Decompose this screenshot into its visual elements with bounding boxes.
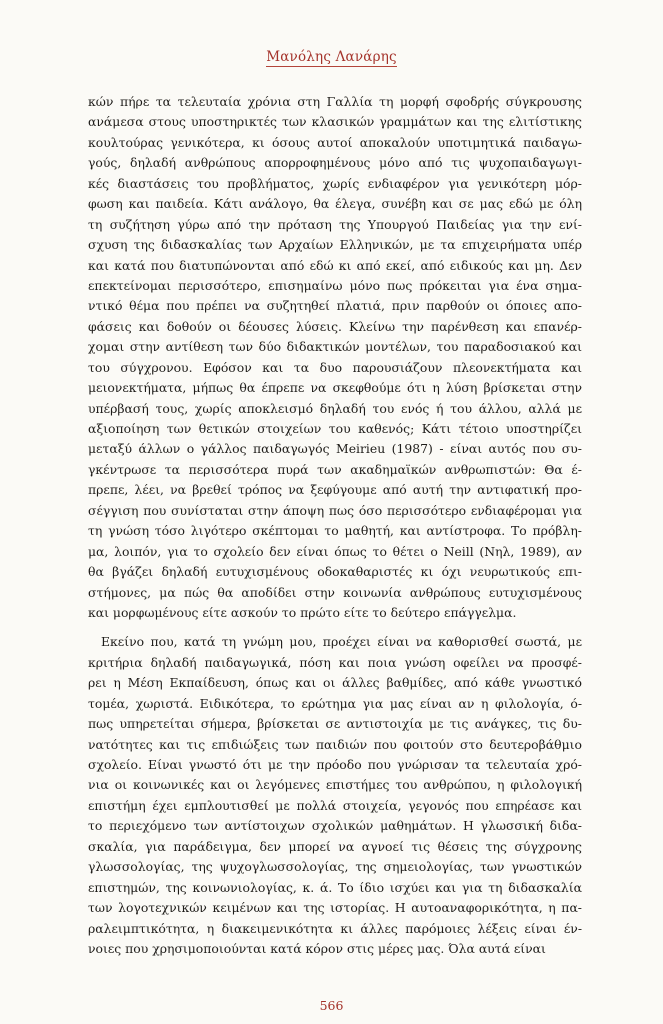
text-line: κουλτούρας γενικότερα, κι όσους αυτοί αποκαλούν υποτιμητικά παιδαγω- — [88, 134, 582, 150]
text-line: του σύγχρονου. Εφόσον και τα δυο παρουσιάζουν πλεονεκτήματα και — [88, 359, 582, 375]
text-line: κών πήρε τα τελευταία χρόνια στη Γαλλία τη μορφή σφοδρής σύγκρουσης — [88, 94, 582, 109]
text-line: Εκείνο που, κατά τη γνώμη μου, προέχει είναι να καθορισθεί σωστά, με — [101, 634, 582, 650]
text-line: κριτήρια δηλαδή παιδαγωγικά, πόση και ποια γνώση οφείλει να προσφέ- — [88, 654, 582, 670]
text-line: φάσεις και δοθούν οι δέουσες λύσεις. Κλείνω την παρένθεση και επανέρ- — [88, 318, 582, 334]
text-line: το περιεχόμενο των αντίστοιχων σχολικών μαθημάτων. Η γλωσσική διδα- — [88, 818, 582, 834]
text-line: ντικό θέμα που πρέπει να συζητηθεί πλατιά, πριν παρθούν οι όποιες απο- — [88, 298, 582, 314]
text-line: θα βγάζει δηλαδή ευτυχισμένους οδοκαθαριστές κι όχι νευρωτικούς επι- — [88, 564, 582, 580]
text-line: τη συζήτηση γύρω από την πρόταση της Υπουργού Παιδείας για την ενί- — [88, 216, 582, 232]
text-line: επιστημών, της κοινωνιολογίας, κ. ά. Το ίδιο ισχύει και για τη διδασκαλία — [88, 879, 582, 895]
text-line: σχυση της διδασκαλίας των Αρχαίων Ελληνικών, με τα επιχειρήματα υπέρ — [88, 237, 582, 253]
text-line: γλωσσολογίας, της ψυχογλωσσολογίας, της σημειολογίας, των γνωστικών — [88, 859, 582, 875]
text-line: ανάμεσα στους υποστηρικτές των κλασικών γραμμάτων και της ελιτίστικης — [88, 114, 582, 130]
text-line: σχολείο. Είναι γνωστό ότι με την πρόοδο που γνώρισαν τα τελευταία χρό- — [88, 757, 582, 772]
text-line: κές διαστάσεις του προβλήματος, χωρίς ενδιαφέρον για γενικότερη μόρ- — [88, 175, 582, 191]
text-line: και μορφωμένους είτε ασκούν το πρώτο είτε το δεύτερο επάγγελμα. — [88, 604, 517, 620]
text-line: τη γνώση τόσο λιγότερο σκέπτομαι το μαθητή, και αντίστροφα. Το πρόβλη- — [88, 523, 582, 539]
text-line: φωση και παιδεία. Κάτι ανάλογο, θα έλεγα, συνέβη και σε μας εδώ με όλη — [88, 196, 582, 212]
page-number: 566 — [319, 998, 344, 1013]
paragraph — [88, 92, 582, 623]
text-line: υπέρβασή τους, χωρίς αποκλεισμό δηλαδή του ενός ή του άλλου, αλλά με — [88, 400, 582, 416]
text-line: πως υπηρετείται σήμερα, βρίσκεται σε αντιστοιχία με τις ανάγκες, τις δυ- — [88, 716, 582, 732]
text-line: επιστήμη έχει εμπλουτισθεί με πολλά στοιχεία, γεγονός που επηρέασε και — [88, 797, 582, 813]
text-line: μειονεκτήματα, μήπως θα έπρεπε να σκεφθούμε ότι η λύση βρίσκεται στην — [88, 380, 582, 396]
paragraph-gap — [88, 623, 582, 632]
text-line: νοιες που χρησιμοποιούνται κατά κόρον στις μέρες μας. Όλα αυτά είναι — [88, 940, 546, 956]
text-line: στήμονες, μα πώς θα αποδίδει στην κοινωνία ανθρώπους ευτυχισμένους — [88, 584, 582, 600]
text-line: και κατά που διατυπώνονται από εδώ κι από εκεί, από ειδικούς και μη. Δεν — [88, 257, 582, 273]
text-line: των λογοτεχνικών κειμένων και της ιστορίας. Η αυτοαναφορικότητα, η πα- — [88, 900, 582, 916]
text-line: σέγγιση που συνίσταται στην άποψη πως όσο περισσότερο ενδιαφέρομαι για — [88, 502, 582, 518]
text-line: νατότητες και τις επιδιώξεις των παιδιών που φοιτούν στο δευτεροβάθμιο — [88, 736, 582, 752]
running-title: Μανόλης Λανάρης — [266, 49, 397, 65]
text-line: τομέα, χωριστά. Ειδικότερα, το ερώτημα για μας είναι αν η φιλολογία, ό- — [88, 695, 582, 711]
text-line: ρει η Μέση Εκπαίδευση, όπως και οι άλλες βαθμίδες, από κάθε γνωστικό — [88, 675, 582, 691]
text-line: αξιοποίηση των θετικών στοιχείων του καθενός; Κάτι τέτοιο υποστηρίζει — [88, 421, 582, 436]
body-text — [88, 92, 582, 959]
running-header — [0, 49, 663, 67]
paragraph — [88, 632, 582, 959]
text-line: γκέντρωσε τα περισσότερα πυρά των ακαδημαϊκών ανθρωπιστών: Θα έ- — [88, 461, 582, 477]
text-line: πρεπε, λέει, να βρεθεί τρόπος να ξεφύγουμε από αυτή την αντιφατική προ- — [88, 482, 582, 498]
text-line: επεκτείνομαι περισσότερο, επισημαίνω μόνο πως πρόκειται για ένα σημα- — [88, 277, 582, 293]
text-line: γούς, δηλαδή ανθρώπους απορροφημένους μόνο από τις ψυχοπαιδαγωγι- — [88, 155, 582, 171]
text-line: μεταξύ άλλων ο γάλλος παιδαγωγός Meirieu (1987) - είναι αυτός που συ- — [88, 441, 582, 457]
text-line: νια οι κοινωνικές και οι λεγόμενες επιστήμες του ανθρώπου, η φιλολογική — [88, 777, 582, 793]
text-line: ραλειμπτικότητα, η διακειμενικότητα κι άλλες παρόμοιες λέξεις είναι έν- — [88, 920, 582, 936]
text-line: χομαι στην αντίθεση των δύο διδακτικών μοντέλων, του παραδοσιακού και — [88, 339, 582, 355]
text-line: μα, λοιπόν, για το σχολείο δεν είναι όπως το θέτει ο Neill (Νηλ, 1989), αν — [88, 543, 582, 559]
text-line: σκαλία, για παράδειγμα, δεν μπορεί να αγνοεί τις θέσεις της σύγχρονης — [88, 838, 582, 854]
